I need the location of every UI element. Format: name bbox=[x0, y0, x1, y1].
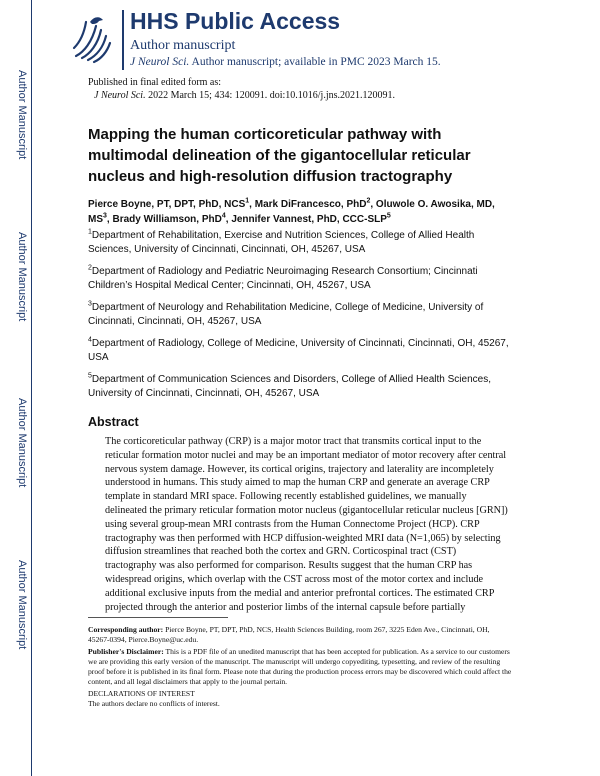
affiliation-text: Department of Neurology and Rehabilitation Medicine, College of Medicine, University of Cincinnati, Cincinnati, OH, 45267, USA bbox=[88, 302, 484, 327]
affiliation-number: 5 bbox=[88, 372, 92, 380]
affiliation bbox=[88, 229, 512, 257]
abstract-text: The corticoreticular pathway (CRP) is a major motor tract that transmits cortical input to the reticular formation motor nuclei and may be an important mediator of motor recovery after central nervous system damage. However, its cortical origins, trajectory and laterality are incompletely understood in humans. This study aimed to map the human CRP and generate an average CRP template in standard MRI space. Following recently established guidelines, we manually delineated the primary reticular formation motor nucleus (gigantocellular reticular nucleus [GRN]) using several group-mean MRI contrasts from the Human Connectome Project (HCP). CRP tractography was then performed with HCP diffusion-weighted MRI data (N=1,065) by selecting diffusion streamlines that reached both the cortex and GRN. Corticospinal tract (CST) tractography was also performed for comparison. Results suggest that the human CRP has widespread origins, which overlap with the CST across most of the motor cortex and include additional exclusive inputs from the medial and anterior prefrontal cortices. The estimated CRP projected through the anterior and posterior limbs of the internal capsule before partially bbox=[105, 436, 508, 613]
sidebar-author-manuscript-label: Author Manuscript bbox=[16, 232, 28, 322]
corresponding-author-note bbox=[88, 625, 512, 645]
declarations-heading: DECLARATIONS OF INTEREST bbox=[88, 689, 195, 698]
publisher-disclaimer-label: Publisher's Disclaimer: bbox=[88, 647, 164, 656]
abstract-heading: Abstract bbox=[88, 415, 139, 429]
journal-availability-line bbox=[130, 56, 441, 68]
affiliation-text: Department of Radiology, College of Medicine, University of Cincinnati, Cincinnati, OH, 45267, USA bbox=[88, 338, 509, 363]
publisher-disclaimer-note bbox=[88, 647, 512, 687]
affiliation-text: Department of Communication Sciences and Disorders, College of Allied Health Sciences, University of Cincinnati, Cincinnati, OH, 45267, USA bbox=[88, 374, 491, 399]
author-affiliation-sup: 2 bbox=[366, 197, 371, 205]
author-affiliation-sup: 1 bbox=[245, 197, 250, 205]
author-separator: , bbox=[225, 214, 232, 225]
author-affiliation-sup: 3 bbox=[103, 212, 107, 220]
footnotes bbox=[88, 625, 512, 711]
sidebar-author-manuscript-label: Author Manuscript bbox=[16, 398, 28, 488]
sidebar-author-manuscript-label: Author Manuscript bbox=[16, 70, 28, 160]
publication-citation bbox=[94, 90, 395, 101]
published-label: Published in final edited form as: bbox=[88, 77, 222, 88]
citation-journal: J Neurol Sci. bbox=[94, 90, 146, 101]
affiliation-number: 2 bbox=[88, 264, 92, 272]
hhs-public-access-title: HHS Public Access bbox=[130, 8, 341, 34]
author-separator: , bbox=[370, 199, 376, 210]
affiliation-text: Department of Radiology and Pediatric Neuroimaging Research Consortium; Cincinnati Children’s Hospital Medical Center; Cincinnati, OH, 45267, USA bbox=[88, 266, 478, 291]
declarations-text: The authors declare no conflicts of interest. bbox=[88, 699, 220, 708]
affiliation bbox=[88, 265, 512, 293]
affiliation bbox=[88, 337, 512, 365]
header-divider bbox=[122, 10, 124, 70]
affiliation-text: Department of Rehabilitation, Exercise and Nutrition Sciences, College of Allied Health Sciences, University of Cincinnati, Cincinnati, OH, 45267, USA bbox=[88, 230, 475, 255]
journal-name: J Neurol Sci. bbox=[130, 56, 190, 68]
affiliation bbox=[88, 301, 512, 329]
article-content bbox=[88, 124, 512, 614]
sidebar-divider bbox=[31, 0, 32, 776]
footnote-divider bbox=[88, 617, 228, 618]
affiliation-number: 3 bbox=[88, 300, 92, 308]
author-name: Pierce Boyne, PT, DPT, PhD, NCS bbox=[88, 199, 246, 210]
hhs-eagle-logo-icon bbox=[70, 12, 114, 68]
article-title: Mapping the human corticoreticular pathway with multimodal delineation of the gigantocellular reticular nucleus and high-resolution diffusion tractography bbox=[88, 126, 471, 185]
author-affiliation-sup: 5 bbox=[386, 212, 391, 220]
citation-details: 2022 March 15; 434: 120091. doi:10.1016/j.jns.2021.120091. bbox=[145, 90, 396, 101]
affiliation-number: 1 bbox=[88, 228, 92, 236]
author-name: Brady Williamson, PhD bbox=[112, 214, 222, 225]
author-manuscript-subtitle: Author manuscript bbox=[130, 38, 236, 53]
sidebar-author-manuscript-label: Author Manuscript bbox=[16, 560, 28, 650]
author-separator: , bbox=[249, 199, 255, 210]
author-list bbox=[88, 197, 512, 227]
availability-text: Author manuscript; available in PMC 2023 March 15. bbox=[189, 56, 441, 68]
affiliation-number: 4 bbox=[88, 336, 92, 344]
author-name: Jennifer Vannest, PhD, CCC-SLP bbox=[231, 214, 387, 225]
corresponding-author-text: Pierce Boyne, PT, DPT, PhD, NCS, Health Sciences Building, room 267, 3225 Eden Ave., Cincinnati, OH, 45267-0394, Pierce.Boyne@uc.edu. bbox=[88, 625, 490, 644]
author-affiliation-sup: 4 bbox=[221, 212, 226, 220]
affiliation bbox=[88, 373, 512, 401]
corresponding-author-label: Corresponding author: bbox=[88, 625, 164, 634]
publisher-disclaimer-text: This is a PDF file of an unedited manuscript that has been accepted for publication. As a service to our customers we are providing this early version of the manuscript. The manuscript will undergo copyediting, typesetting, and review of the resulting proof before it is published in its final form. Please note that during the production process errors may be discovered which could affect the content, and all legal disclaimers that apply to the journal pertain. bbox=[88, 647, 512, 686]
author-name: Mark DiFrancesco, PhD bbox=[254, 199, 367, 210]
author-name: Oluwole O. Awosika, MD, MS bbox=[88, 199, 495, 225]
author-separator: , bbox=[106, 214, 113, 225]
